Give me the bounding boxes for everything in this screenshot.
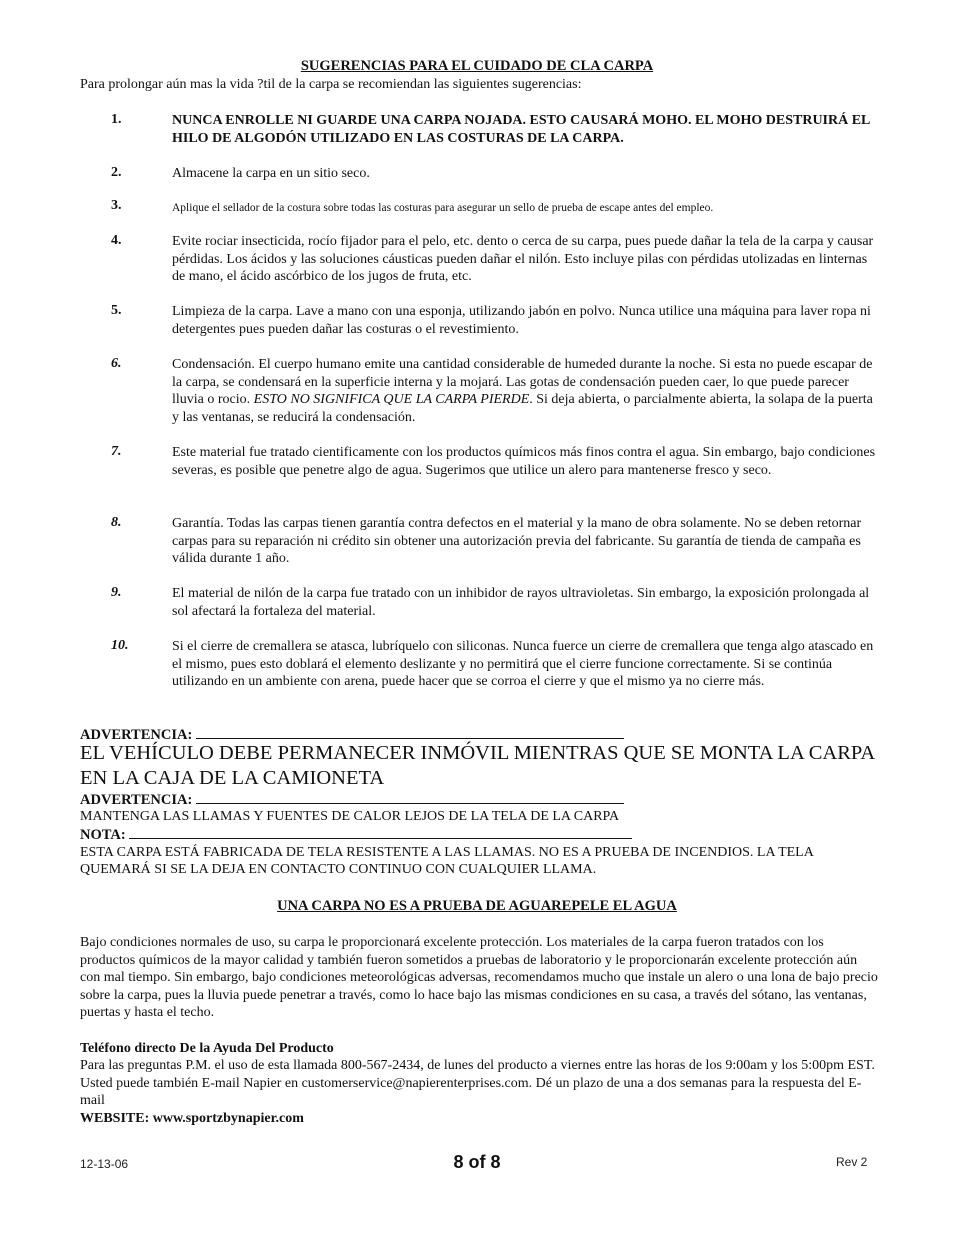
page-heading: SUGERENCIAS PARA EL CUIDADO DE CLA CARPA: [300, 58, 654, 74]
item-number: 8.: [111, 515, 122, 530]
item-number: 7.: [111, 444, 122, 459]
note-text: ESTA CARPA ESTÁ FABRICADA DE TELA RESISTENTE A LAS LLAMAS. NO ES A PRUEBA DE INCENDIOS. LA TELA QUEMARÁ SI SE LA DEJA EN CONTACTO CONTINUO CON CUALQUIER LLAMA.: [80, 845, 814, 877]
underline-rule: [129, 826, 632, 839]
footer-date: 12-13-06: [80, 1157, 129, 1171]
item-number: 10.: [111, 638, 129, 653]
page-number: 8 of 8: [453, 1152, 501, 1172]
section-heading: UNA CARPA NO ES A PRUEBA DE AGUAREPELE EL AGUA: [277, 898, 677, 914]
item-text-emphasis: ESTO NO SIGNIFICA QUE LA CARPA PIERDE: [253, 392, 530, 408]
item-text: Si el cierre de cremallera se atasca, lubríquelo con siliconas. Nunca fuerce un cierre de cremallera que tenga algo atascado en el mismo, pues esto doblará el elemento deslizante y no permitirá que el cierre funcione correctamente. Si se continúa utilizando en un ambiente con arena, puede hacer que se corroa el cierre y que el mismo ya no cierre más.: [172, 639, 874, 690]
underline-rule: [196, 726, 624, 739]
note-label-text: NOTA:: [80, 827, 126, 843]
item-text: Aplique el sellador de la costura sobre todas las costuras para asegurar un sello de prueba de escape antes del empleo.: [172, 202, 714, 214]
item-number: 3.: [111, 198, 122, 213]
item-number: 9.: [111, 585, 122, 600]
warning-label-text: ADVERTENCIA:: [80, 727, 193, 743]
item-text: Limpieza de la carpa. Lave a mano con una esponja, utilizando jabón en polvo. Nunca utilice una máquina para laver ropa ni detergentes pues pueden dañar las costuras o el revestimiento.: [172, 304, 871, 337]
item-number: 6.: [111, 356, 122, 371]
body-paragraph: Bajo condiciones normales de uso, su carpa le proporcionará excelente protección. Los materiales de la carpa fueron tratados con los productos químicos de la mayor calidad y también fueron sometidos a pruebas de laboratorio y le proporcionarán excelente protección aún con mal tiempo. Sin embargo, bajo condiciones meteorológicas adversas, recomendamos mucho que instale un alero o una lona de bajo precio sobre la carpa, pues la lluvia puede penetrar a través, como lo hace bajo las mismas condiciones en su casa, a través del sótano, las ventanas, puertas y hasta el techo.: [80, 935, 878, 1021]
warning-label: [80, 791, 624, 809]
website-line: WEBSITE: www.sportzbynapier.com: [80, 1111, 304, 1126]
item-text: El material de nilón de la carpa fue tratado con un inhibidor de rayos ultravioletas. Sin embargo, la exposición prolongada al sol afectará la fortaleza del material.: [172, 586, 870, 619]
item-text-part: Condensación. El cuerpo humano emite una cantidad considerable de humeded durante la noche. Si esta no puede escapar de la carpa, se condensará en la superficie interna y la mojará. Las gotas de condensación pueden caer, lo que puede parecer lluvia o rocio.: [172, 357, 873, 408]
warning-label-text: ADVERTENCIA:: [80, 792, 193, 808]
footer-revision: Rev 2: [836, 1155, 868, 1169]
item-number: 4.: [111, 233, 122, 248]
item-text: Almacene la carpa en un sitio seco.: [172, 166, 370, 181]
item-number: 5.: [111, 303, 122, 318]
note-label: [80, 826, 632, 844]
item-text: [172, 356, 878, 426]
warning-text: MANTENGA LAS LLAMAS Y FUENTES DE CALOR LEJOS DE LA TELA DE LA CARPA: [80, 809, 620, 824]
item-number: 2.: [111, 165, 122, 180]
help-text: Para las preguntas P.M. el uso de esta llamada 800-567-2434, de lunes del producto a viernes entre las horas de los 9:00am y los 5:00pm EST. Usted puede también E-mail Napier en customerservice@napierenterprises.com. Dé un plazo de una a dos semanas para la respuesta del E-mail: [80, 1058, 875, 1109]
item-number: 1.: [111, 112, 122, 127]
item-text: Este material fue tratado cientificamente con los productos químicos más finos contra el agua. Sin embargo, bajo condiciones severas, es posible que penetre algo de agua. Sugerimos que utilice un alero para mantenerse fresco y seco.: [172, 445, 876, 478]
item-text-part: . Si deja abierta, o parcialmente abierta, la solapa de la puerta y las ventanas, se reducirá la condensación.: [172, 392, 873, 425]
item-text: NUNCA ENROLLE NI GUARDE UNA CARPA NOJADA. ESTO CAUSARÁ MOHO. EL MOHO DESTRUIRÁ EL HILO DE ALGODÓN UTILIZADO EN LAS COSTURAS DE LA CARPA.: [172, 113, 870, 146]
intro-text: Para prolongar aún mas la vida ?til de la carpa se recomiendan las siguientes sugerencias:: [80, 77, 582, 92]
warning-text: EL VEHÍCULO DEBE PERMANECER INMÓVIL MIENTRAS QUE SE MONTA LA CARPA EN LA CAJA DE LA CAMIONETA: [80, 742, 875, 789]
help-heading: Teléfono directo De la Ayuda Del Producto: [80, 1041, 334, 1056]
item-text: Evite rociar insecticida, rocío fijador para el pelo, etc. dento o cerca de su carpa, pues puede dañar la tela de la carpa y causar pérdidas. Los ácidos y las soluciones cáusticas pueden dañar el nilón. Esto incluye pilas con pérdidas utolizadas en linternas de mano, el ácido ascórbico de los jugos de fruta, etc.: [172, 234, 874, 285]
item-text: Garantía. Todas las carpas tienen garantía contra defectos en el material y la mano de obra solamente. No se deben retornar carpas para su reparación ni crédito sin obtener una autorización previa del fabricante. Su garantía de tienda de campaña es válida durante 1 año.: [172, 516, 862, 567]
underline-rule: [196, 791, 624, 804]
